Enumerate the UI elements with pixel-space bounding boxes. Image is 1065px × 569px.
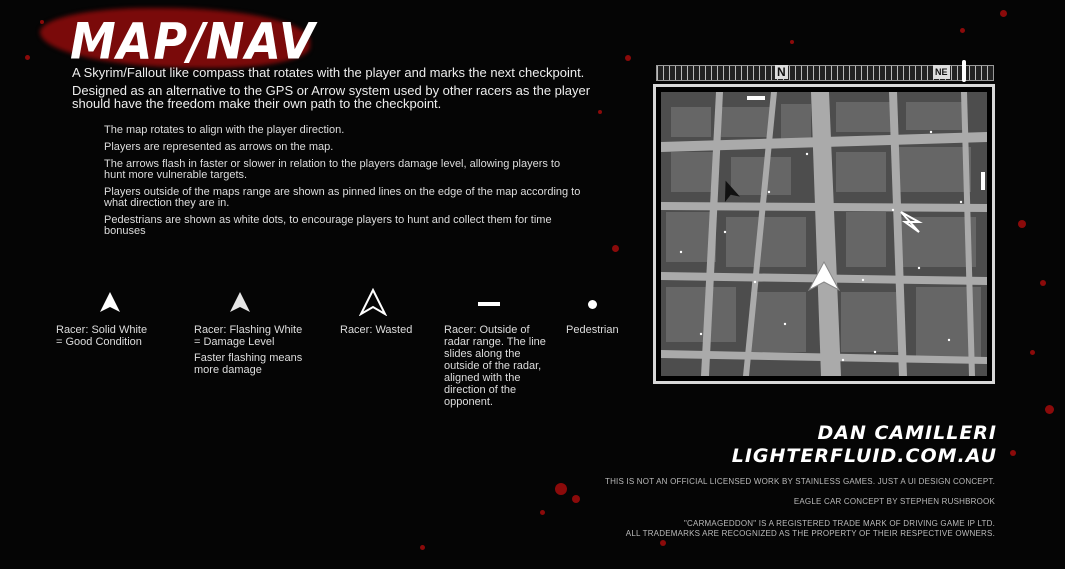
legend-label: radar range. The line	[444, 336, 546, 348]
legend-label: = Damage Level	[194, 336, 275, 348]
legend-label: Racer: Flashing White	[194, 324, 303, 336]
intro-line-3: should have the freedom make their own path to the checkpoint.	[72, 96, 442, 111]
solid-arrow-icon	[98, 290, 122, 314]
legend-label: Pedestrian	[566, 324, 619, 336]
outline-arrow-icon	[358, 288, 388, 316]
legend-wasted	[340, 290, 440, 336]
line-marker-icon	[478, 302, 500, 306]
radar-map-frame	[653, 84, 995, 384]
feature-item: The map rotates to align with the player direction.	[104, 124, 345, 136]
flashing-arrow-icon	[228, 290, 252, 314]
intro-line-1: A Skyrim/Fallout like compass that rotates with the player and marks the next checkpoint.	[72, 65, 585, 80]
legend-label: Racer: Wasted	[340, 324, 413, 336]
legend-label: opponent.	[444, 396, 493, 408]
legend-label: direction of the	[444, 384, 517, 396]
legend-solid	[56, 290, 186, 348]
legend-label: Racer: Outside of	[444, 324, 530, 336]
legend-label: outside of the radar,	[444, 360, 542, 372]
author-site: LIGHTERFLUID.COM.AU	[731, 445, 997, 467]
dot-icon	[588, 300, 597, 309]
feature-item: The arrows flash in faster or slower in relation to the players damage level, allowing players to hunt more vulnerable targets.	[104, 158, 561, 181]
checkpoint-marker-icon	[962, 60, 966, 82]
offscreen-racer-marker	[747, 96, 765, 100]
compass-bar	[656, 65, 994, 81]
map-streets	[661, 92, 987, 376]
legend-label: aligned with the	[444, 372, 521, 384]
page-title: MAP/NAV	[70, 11, 316, 71]
author-name: DAN CAMILLERI	[817, 422, 997, 444]
feature-item: Pedestrians are shown as white dots, to encourage players to hunt and collect them for time bonuses	[104, 214, 552, 237]
disclaimer: THIS IS NOT AN OFFICIAL LICENSED WORK BY STAINLESS GAMES. JUST A UI DESIGN CONCEPT.	[604, 477, 995, 486]
feature-item: Players are represented as arrows on the map.	[104, 141, 334, 153]
radar-map	[661, 92, 987, 376]
legend-outside-range	[444, 290, 564, 408]
car-credit: EAGLE CAR CONCEPT BY STEPHEN RUSHBROOK	[793, 497, 995, 506]
legend-label: = Good Condition	[56, 336, 142, 348]
feature-item: Players outside of the maps range are shown as pinned lines on the edge of the map according to what direction they are in.	[104, 186, 581, 209]
intro-line-2: Designed as an alternative to the GPS or Arrow system used by other racers as the player	[72, 83, 591, 98]
feature-list	[104, 125, 584, 243]
legend-note: more damage	[194, 364, 262, 376]
trademark-notice: "CARMAGEDDON" IS A REGISTERED TRADE MARK OF DRIVING GAME IP LTD.	[684, 519, 995, 528]
legend-pedestrian	[566, 290, 636, 336]
legend-label: Racer: Solid White	[56, 324, 148, 336]
trademark-notice: ALL TRADEMARKS ARE RECOGNIZED AS THE PROPERTY OF THEIR RESPECTIVE OWNERS.	[625, 529, 995, 538]
legend-flashing	[194, 290, 324, 376]
legend-label: slides along the	[444, 348, 521, 360]
compass-north: N	[777, 65, 786, 79]
compass-northeast: NE	[935, 67, 948, 77]
legend-note: Faster flashing means	[194, 352, 303, 364]
offscreen-racer-marker	[981, 172, 985, 190]
title-banner	[40, 8, 316, 71]
